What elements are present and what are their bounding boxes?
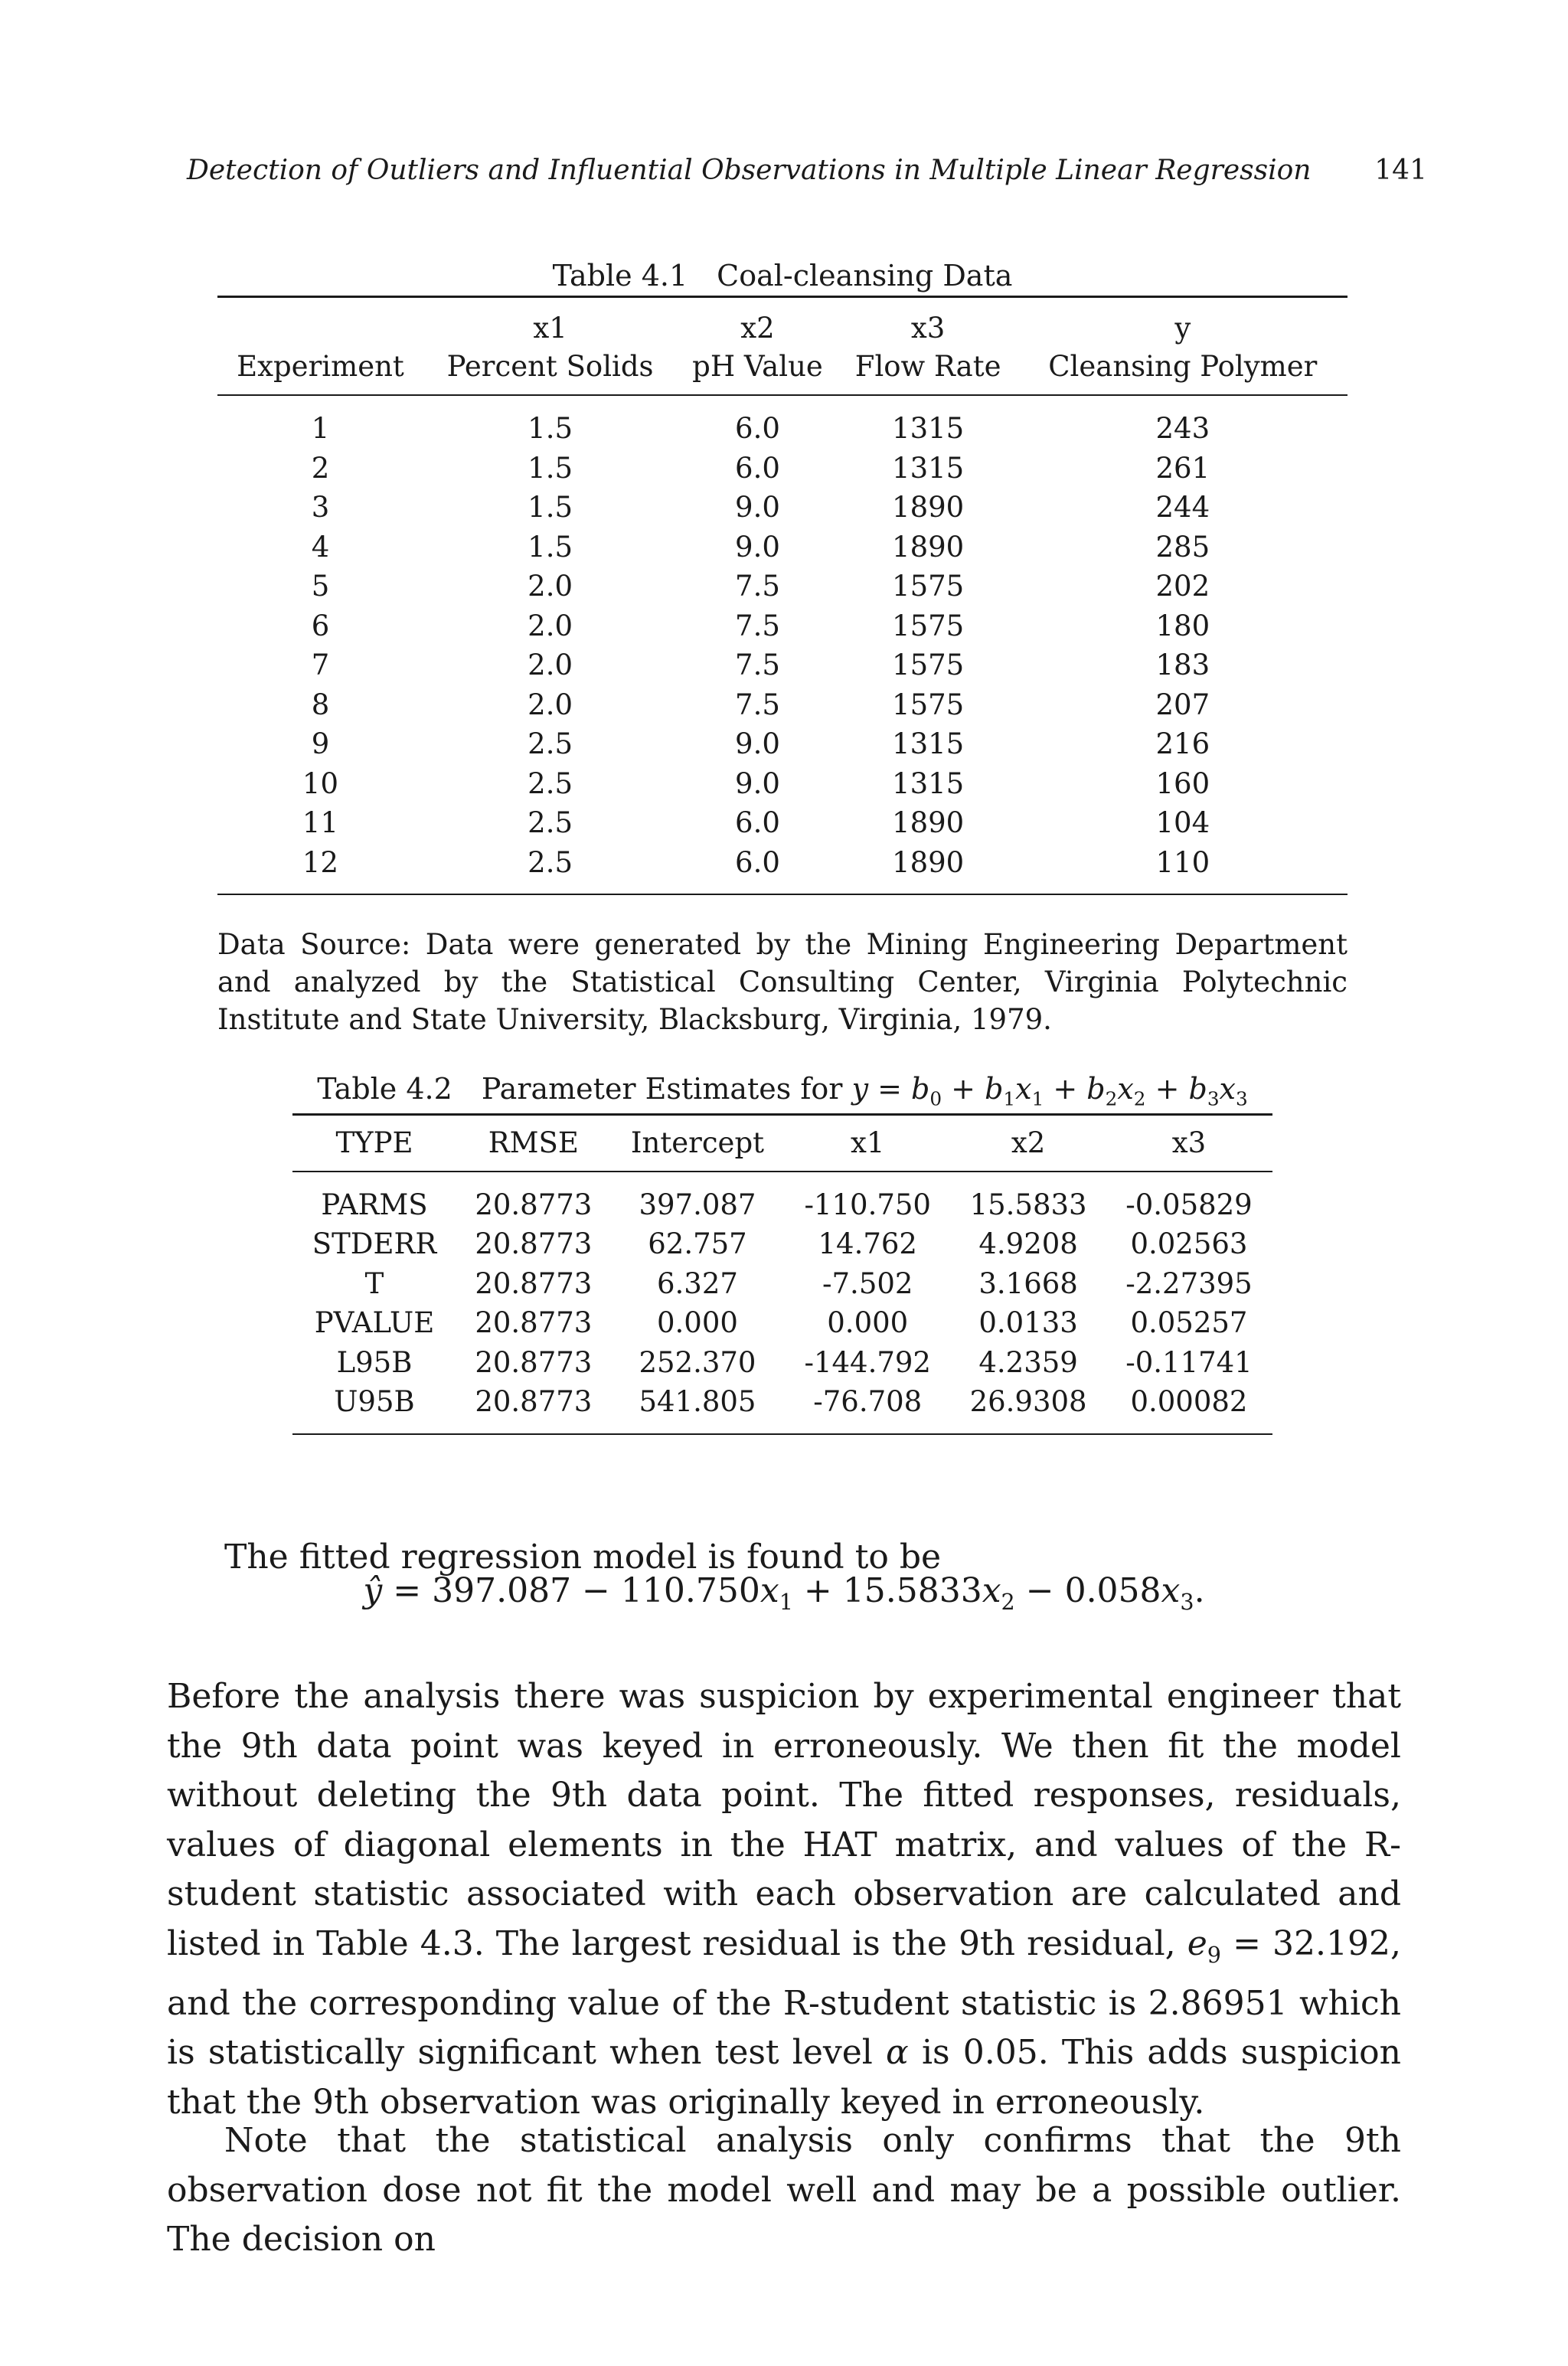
table-cell: 11 xyxy=(302,806,339,839)
analysis-paragraph: Before the analysis there was suspicion by experimental engineer that the 9th data point was keyed in erroneously. We then fit the model without deleting the 9th data point. The fitted responses, residuals, values of diagonal elements in the HAT matrix, and values of the R-student statistic associated with each observation are calculated and listed in Table 4.3. The largest residual is the 9th residual, $e_9 = 32.192$, and the corresponding value of the R-student statistic is 2.86951 which is statistically significant when test level α is 0.05. This adds suspicion that the 9th observation was originally keyed in erroneously. xyxy=(167,1677,1401,2122)
table-cell: 244 xyxy=(1155,491,1210,524)
running-title: Detection of Outliers and Influential Observations in Multiple Linear Regression xyxy=(187,155,1312,186)
table-cell: 6.0 xyxy=(735,845,780,879)
table-row xyxy=(217,395,1348,449)
table-cell: 2.0 xyxy=(528,570,573,603)
col-header-ph-value: pH Value xyxy=(677,348,838,395)
table-cell: -144.792 xyxy=(804,1345,931,1379)
table-cell: 1.5 xyxy=(528,491,573,524)
table-row xyxy=(217,488,1348,528)
table-cell: PARMS xyxy=(321,1188,428,1221)
table-cell: 0.00082 xyxy=(1130,1385,1248,1419)
table-cell: 6.0 xyxy=(735,806,780,839)
table-cell: 180 xyxy=(1155,609,1210,642)
table-cell: 0.000 xyxy=(657,1306,738,1340)
table-cell: 8 xyxy=(311,688,330,721)
table-cell: -76.708 xyxy=(813,1385,923,1419)
table-cell: 9.0 xyxy=(735,766,780,800)
table-cell: 4.2359 xyxy=(978,1345,1078,1379)
col-header-x1: x1 xyxy=(784,1114,951,1172)
table-cell: 1315 xyxy=(892,727,965,760)
table-cell: 9 xyxy=(311,727,330,760)
table-cell: 1575 xyxy=(892,609,965,642)
table-cell: 1315 xyxy=(892,766,965,800)
table-cell: 15.5833 xyxy=(969,1188,1087,1221)
table-row xyxy=(217,528,1348,567)
col-var-experiment xyxy=(217,297,423,348)
table-cell: 26.9308 xyxy=(969,1385,1087,1419)
table-row xyxy=(292,1224,1272,1264)
col-header-cleansing-polymer: Cleansing Polymer xyxy=(1018,348,1348,395)
table-cell: 0.05257 xyxy=(1130,1306,1248,1340)
table-cell: 6.0 xyxy=(735,451,780,485)
table-cell: 110 xyxy=(1155,845,1210,879)
table-row xyxy=(217,449,1348,489)
fitted-model-equation: ŷ = $397.087 - 110.750x_1 + 15.5833x_2 - 0.058x_3$. xyxy=(363,1571,1205,1615)
table-cell: 7.5 xyxy=(735,649,780,681)
table-cell: 2.0 xyxy=(528,609,573,642)
table-cell: 1890 xyxy=(892,845,965,879)
table-cell: 243 xyxy=(1155,412,1210,445)
table-cell: 4 xyxy=(311,530,330,564)
col-var-x1: x1 xyxy=(533,312,567,345)
col-header-x3: x3 xyxy=(1106,1114,1272,1172)
running-header xyxy=(187,155,1427,186)
analysis-text-part-1: Before the analysis there was suspicion by experimental engineer that the 9th data point was keyed in erroneously. We then fit the model without deleting the 9th data point. The fitted responses, residuals, values of diagonal elements in the HAT matrix, and values of the R-student statistic associated with each observation are calculated and listed in Table 4.3. The largest residual is the 9th residual, xyxy=(167,1677,1401,1963)
table-cell: 1575 xyxy=(892,649,965,681)
table-cell: 1.5 xyxy=(528,451,573,485)
col-header-experiment: Experiment xyxy=(217,348,423,395)
col-var-x2: x2 xyxy=(740,312,775,345)
table-cell: 4.9208 xyxy=(978,1227,1078,1261)
analysis-text-part-3: is 0.05. This adds suspicion that the 9th observation was originally keyed in erroneously. xyxy=(167,2033,1401,2122)
table-cell: L95B xyxy=(336,1345,413,1379)
table-cell: 12 xyxy=(302,845,339,879)
table-cell: 2 xyxy=(311,451,330,485)
table-4-1-header-row xyxy=(217,348,1348,395)
table-cell: 104 xyxy=(1155,806,1210,839)
table-cell: 9.0 xyxy=(735,530,780,564)
table-cell: U95B xyxy=(334,1385,415,1419)
table-cell: 1890 xyxy=(892,491,965,524)
table-cell: 7.5 xyxy=(735,688,780,721)
table-4-2-header-row xyxy=(292,1114,1272,1172)
analysis-text-part-2: , and the corresponding value of the R-student statistic is 2.86951 which is statistically significant when test level xyxy=(167,1923,1401,2073)
table-cell: 261 xyxy=(1155,451,1210,485)
table-cell: 62.757 xyxy=(648,1227,747,1261)
table-4-2-title: Parameter Estimates for xyxy=(481,1072,843,1106)
table-row xyxy=(217,606,1348,646)
table-cell: -7.502 xyxy=(822,1266,913,1300)
col-var-y: y xyxy=(1174,312,1191,345)
table-cell: 2.5 xyxy=(528,845,573,879)
table-cell: 2.5 xyxy=(528,806,573,839)
table-4-1-title: Coal-cleansing Data xyxy=(717,259,1013,292)
table-cell: 2.0 xyxy=(528,688,573,721)
table-cell: 14.762 xyxy=(818,1227,917,1261)
table-4-2-model-formula: $y = b_0 + b_1x_1 + b_2x_2 + b_3x_3$ xyxy=(851,1072,1248,1110)
table-row xyxy=(217,843,1348,895)
table-cell: 7 xyxy=(311,649,330,681)
table-cell: -0.11741 xyxy=(1125,1345,1253,1379)
col-header-x2: x2 xyxy=(951,1114,1106,1172)
table-cell: 0.000 xyxy=(827,1306,909,1340)
table-4-2-caption xyxy=(292,1072,1272,1110)
table-cell: 541.805 xyxy=(639,1385,756,1419)
table-cell: -110.750 xyxy=(804,1188,931,1221)
table-cell: 216 xyxy=(1155,727,1210,760)
coal-cleansing-table xyxy=(217,296,1348,895)
table-cell: PVALUE xyxy=(314,1306,435,1340)
table-4-1 xyxy=(217,259,1348,895)
table-cell: 6.0 xyxy=(735,412,780,445)
col-header-flow-rate: Flow Rate xyxy=(838,348,1018,395)
table-cell: 1315 xyxy=(892,451,965,485)
table-cell: 7.5 xyxy=(735,570,780,603)
table-cell: 397.087 xyxy=(639,1188,756,1221)
table-cell: 1.5 xyxy=(528,412,573,445)
table-cell: 2.5 xyxy=(528,727,573,760)
table-cell: 20.8773 xyxy=(475,1266,593,1300)
table-cell: 207 xyxy=(1155,688,1210,721)
table-cell: 20.8773 xyxy=(475,1385,593,1419)
table-cell: 20.8773 xyxy=(475,1227,593,1261)
residual-value: = 32.192 xyxy=(1233,1923,1390,1963)
parameter-estimates-table xyxy=(292,1113,1272,1435)
table-cell: 3 xyxy=(311,491,330,524)
col-header-type: TYPE xyxy=(292,1114,456,1172)
table-row xyxy=(292,1264,1272,1304)
table-cell: 0.0133 xyxy=(978,1306,1078,1340)
table-row xyxy=(217,764,1348,804)
table-row xyxy=(217,724,1348,764)
table-cell: STDERR xyxy=(312,1227,437,1261)
table-row xyxy=(292,1303,1272,1343)
table-cell: T xyxy=(364,1266,384,1300)
col-header-intercept: Intercept xyxy=(611,1114,785,1172)
table-cell: 183 xyxy=(1155,649,1210,681)
table-4-1-var-row xyxy=(217,297,1348,348)
table-cell: 5 xyxy=(311,570,330,603)
col-header-percent-solids: Percent Solids xyxy=(423,348,677,395)
table-cell: 6 xyxy=(311,609,330,642)
table-cell: 1.5 xyxy=(528,530,573,564)
table-cell: 160 xyxy=(1155,766,1210,800)
table-4-2 xyxy=(292,1072,1272,1435)
col-header-rmse: RMSE xyxy=(456,1114,611,1172)
table-cell: 1575 xyxy=(892,688,965,721)
table-cell: 1890 xyxy=(892,806,965,839)
col-var-x3: x3 xyxy=(910,312,946,345)
table-row xyxy=(217,685,1348,725)
table-cell: 20.8773 xyxy=(475,1306,593,1340)
table-cell: 6.327 xyxy=(657,1266,738,1300)
table-4-1-caption xyxy=(217,259,1348,292)
table-cell: 1 xyxy=(311,412,330,445)
table-cell: 1315 xyxy=(892,412,965,445)
table-4-2-label: Table 4.2 xyxy=(317,1072,452,1106)
table-cell: 252.370 xyxy=(639,1345,756,1379)
table-cell: 1890 xyxy=(892,530,965,564)
table-cell: -0.05829 xyxy=(1125,1188,1253,1221)
table-cell: 0.02563 xyxy=(1130,1227,1248,1261)
table-row xyxy=(217,645,1348,685)
table-cell: 285 xyxy=(1155,530,1210,564)
table-row xyxy=(217,567,1348,606)
table-cell: 9.0 xyxy=(735,727,780,760)
data-source-note: Data Source: Data were generated by the Mining Engineering Department and analyzed by the Statistical Consulting Center, Virginia Polytechnic Institute and State University, Blacksburg, Virginia, 1979. xyxy=(217,928,1348,1036)
intro-paragraph: The fitted regression model is found to be xyxy=(224,1538,942,1577)
alpha-symbol: α xyxy=(886,2033,909,2073)
table-cell: 3.1668 xyxy=(978,1266,1078,1300)
table-cell: 7.5 xyxy=(735,609,780,642)
table-row xyxy=(292,1172,1272,1225)
table-row xyxy=(292,1343,1272,1383)
table-cell: 2.0 xyxy=(528,649,573,681)
table-4-1-label: Table 4.1 xyxy=(552,259,688,292)
table-cell: 1575 xyxy=(892,570,965,603)
table-cell: 20.8773 xyxy=(475,1188,593,1221)
page-number: 141 xyxy=(1374,155,1427,186)
table-row xyxy=(292,1382,1272,1434)
table-cell: 10 xyxy=(302,766,339,800)
table-cell: 202 xyxy=(1155,570,1210,603)
table-row xyxy=(217,803,1348,843)
table-cell: 2.5 xyxy=(528,766,573,800)
residual-symbol: e xyxy=(1187,1923,1207,1963)
table-cell: 20.8773 xyxy=(475,1345,593,1379)
table-cell: 9.0 xyxy=(735,491,780,524)
note-paragraph: Note that the statistical analysis only confirms that the 9th observation dose not fit the model well and may be a possible outlier. The decision on xyxy=(167,2121,1401,2259)
table-cell: -2.27395 xyxy=(1125,1266,1253,1300)
